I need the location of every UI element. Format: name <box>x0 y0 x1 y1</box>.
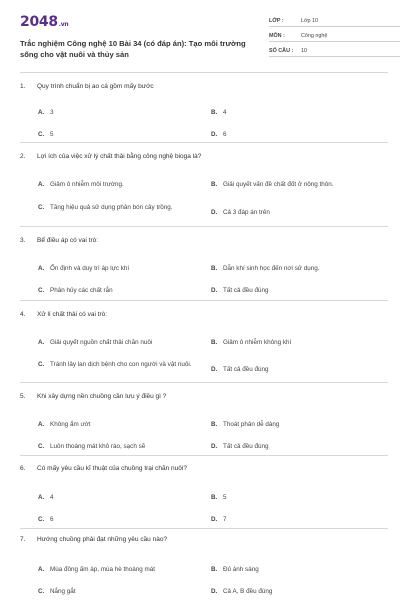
meta-row-class <box>269 12 400 27</box>
option-letter: B. <box>211 265 218 272</box>
option-a[interactable] <box>38 565 193 574</box>
option-letter: A. <box>38 181 45 188</box>
option-text: Giải quyết nguồn chất thải chăn nuôi <box>50 339 153 346</box>
option-text: Tất cả đều đúng <box>223 443 269 450</box>
option-text: Phân hủy các chất rắn <box>50 287 113 294</box>
logo-tld: .vn <box>58 21 69 28</box>
meta-label: MÔN : <box>269 33 285 39</box>
option-text: 4 <box>223 109 227 116</box>
meta-label: LỚP : <box>269 18 284 24</box>
meta-value[interactable]: Lớp 10 <box>301 18 319 24</box>
question-text: Xử lí chất thải có vai trò: <box>37 310 108 318</box>
option-letter: D. <box>211 131 218 138</box>
meta-label: SỐ CÂU : <box>269 48 294 54</box>
question-text: Khi xây dựng nền chuồng cần lưu ý điều gì ? <box>37 392 167 400</box>
option-text: Cả A, B đều đúng <box>223 588 273 595</box>
option-letter: B. <box>211 494 218 501</box>
option-d[interactable] <box>211 208 381 217</box>
option-d[interactable] <box>211 130 381 139</box>
option-b[interactable] <box>211 180 381 189</box>
question-text: Bể điều áp có vai trò: <box>37 236 99 244</box>
question-number: 3. <box>20 236 26 244</box>
option-c[interactable] <box>38 286 193 295</box>
option-letter: C. <box>38 204 45 211</box>
option-a[interactable] <box>38 338 193 347</box>
question-number: 4. <box>20 310 26 318</box>
question-6 <box>20 463 380 523</box>
option-text: Thoát phân dễ dàng <box>223 421 280 428</box>
option-letter: B. <box>211 421 218 428</box>
option-d[interactable] <box>211 286 381 295</box>
option-c[interactable] <box>38 442 193 451</box>
option-b[interactable] <box>211 493 381 502</box>
option-text: Ổn định và duy trì áp lực khí <box>50 265 130 272</box>
option-letter: A. <box>38 265 45 272</box>
page-header <box>20 12 388 76</box>
option-text: Giảm ô nhiễm môi trường. <box>50 181 124 188</box>
option-letter: C. <box>38 443 45 450</box>
option-text: Không ẩm ướt <box>50 421 91 428</box>
question-text: Quy trình chuẩn bị ao cá gồm mấy bước <box>37 82 154 90</box>
option-a[interactable] <box>38 264 193 273</box>
divider <box>20 382 388 383</box>
logo-main: 2048 <box>20 14 58 30</box>
divider <box>20 455 388 456</box>
question-7 <box>20 534 380 595</box>
option-d[interactable] <box>211 515 381 524</box>
option-b[interactable] <box>211 338 381 347</box>
option-text: Tránh lây lan dịch bệnh cho con người và vật nuôi. <box>50 361 192 368</box>
option-letter: C. <box>38 361 45 368</box>
option-text: Tất cả đều đúng <box>223 287 269 294</box>
option-text: 5 <box>50 131 54 138</box>
option-letter: D. <box>211 287 218 294</box>
page-title: Trắc nghiệm Công nghệ 10 Bài 34 (có đáp án): Tạo môi trường sống cho vật nuôi và thủy sản <box>20 39 246 59</box>
option-text: Tăng hiệu quả sử dụng phân bón cây trồng. <box>50 204 173 211</box>
option-text: 6 <box>50 516 54 523</box>
question-number: 5. <box>20 392 26 400</box>
option-a[interactable] <box>38 493 193 502</box>
option-letter: B. <box>211 181 218 188</box>
question-text: Hướng chuồng phải đạt những yêu cầu nào? <box>37 535 168 543</box>
option-text: Luôn thoáng mát khô ráo, sạch sẽ <box>50 443 146 450</box>
option-letter: A. <box>38 421 45 428</box>
divider <box>20 72 388 73</box>
option-b[interactable] <box>211 565 381 574</box>
meta-value[interactable]: Công nghệ <box>301 33 328 39</box>
option-c[interactable] <box>38 587 193 596</box>
option-text: Tất cả đều đúng <box>223 366 269 373</box>
option-d[interactable] <box>211 442 381 451</box>
option-text: 5 <box>223 494 227 501</box>
site-logo[interactable] <box>20 14 68 30</box>
option-letter: C. <box>38 287 45 294</box>
divider <box>20 528 388 529</box>
question-number: 6. <box>20 464 26 472</box>
option-text: Cả 3 đáp án trên <box>223 209 270 216</box>
question-number: 2. <box>20 152 26 160</box>
question-number: 7. <box>20 535 26 543</box>
question-3 <box>20 235 380 294</box>
option-letter: B. <box>211 109 218 116</box>
option-text: 6 <box>223 131 227 138</box>
option-text: Mùa đông ấm áp, mùa hè thoáng mát <box>50 566 156 573</box>
divider <box>20 226 388 227</box>
question-number: 1. <box>20 82 26 90</box>
option-letter: D. <box>211 588 218 595</box>
option-c[interactable] <box>38 360 193 369</box>
option-c[interactable] <box>38 515 193 524</box>
option-letter: A. <box>38 339 45 346</box>
option-letter: D. <box>211 209 218 216</box>
option-letter: C. <box>38 131 45 138</box>
option-letter: A. <box>38 566 45 573</box>
option-letter: D. <box>211 366 218 373</box>
meta-value: 10 <box>301 48 307 54</box>
question-5 <box>20 391 380 450</box>
option-letter: A. <box>38 494 45 501</box>
option-letter: A. <box>38 109 45 116</box>
meta-row-subject <box>269 27 400 42</box>
option-letter: D. <box>211 443 218 450</box>
option-c[interactable] <box>38 203 173 212</box>
question-4 <box>20 309 380 373</box>
option-b[interactable] <box>211 420 381 429</box>
question-text: Có mấy yêu cầu kĩ thuật của chuồng trại chăn nuôi? <box>37 464 187 472</box>
option-text: Dẫn khí sinh học đến nơi sử dụng. <box>223 265 320 272</box>
option-text: 3 <box>50 109 54 116</box>
divider <box>20 300 388 301</box>
option-text: 7 <box>223 516 227 523</box>
option-letter: D. <box>211 516 218 523</box>
option-letter: C. <box>38 516 45 523</box>
option-text: Giảm ô nhiễm không khí <box>223 339 292 346</box>
question-1 <box>20 81 380 138</box>
question-2 <box>20 151 380 216</box>
option-text: Nắng gắt <box>50 588 76 595</box>
option-b[interactable] <box>211 264 381 273</box>
option-b[interactable] <box>211 108 381 117</box>
option-letter: B. <box>211 566 218 573</box>
option-text: 4 <box>50 494 54 501</box>
option-letter: B. <box>211 339 218 346</box>
option-d[interactable] <box>211 365 381 374</box>
option-a[interactable] <box>38 108 193 117</box>
option-text: Đủ ánh sáng <box>223 566 259 573</box>
option-a[interactable] <box>38 420 193 429</box>
meta-row-count <box>269 42 400 57</box>
option-a[interactable] <box>38 180 193 189</box>
divider <box>20 142 388 143</box>
option-text: Giải quyết vấn đề chất đốt ở nông thôn. <box>223 181 334 188</box>
option-c[interactable] <box>38 130 193 139</box>
question-text: Lợi ích của việc xử lý chất thải bằng công nghệ bioga là? <box>37 152 202 160</box>
option-d[interactable] <box>211 587 381 596</box>
option-letter: C. <box>38 588 45 595</box>
meta-info <box>269 12 400 57</box>
